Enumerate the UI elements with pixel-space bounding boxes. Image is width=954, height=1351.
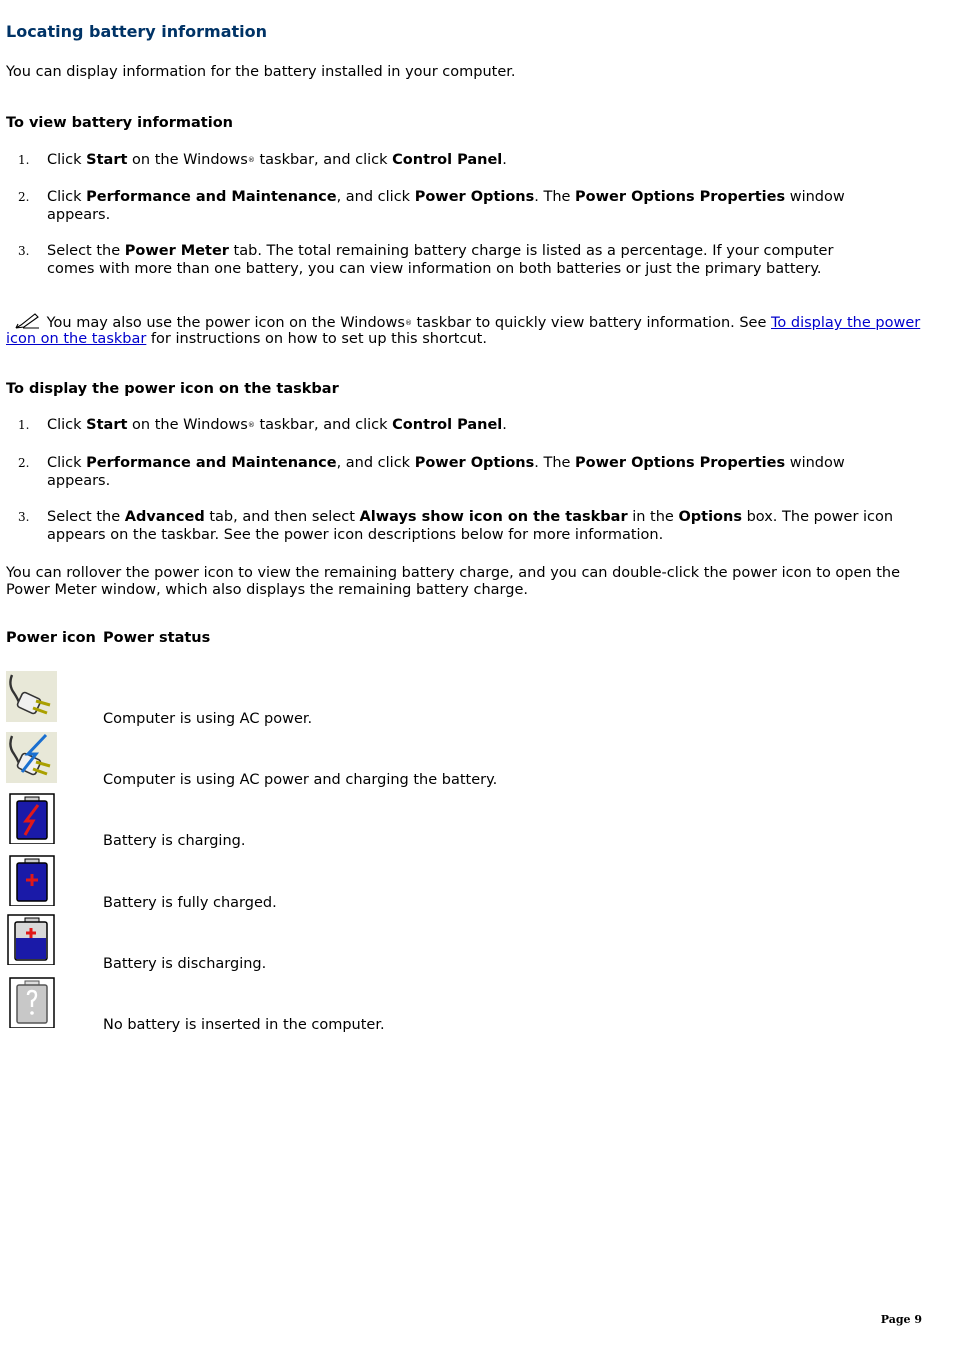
page-number: Page 9 — [880, 1313, 922, 1326]
battery-full-icon — [6, 855, 57, 906]
step-text: Click Performance and Maintenance, and click Power Options. The Power Options Properties window appears. — [47, 189, 845, 223]
step-text: Click Start on the Windows® taskbar, and click Control Panel. — [47, 152, 507, 168]
ac-plug-icon — [6, 671, 57, 722]
step-number: 1. — [18, 153, 30, 167]
step-text: Select the Advanced tab, and then select Always show icon on the taskbar in the Options box. The power icon appears on the taskbar. See the power icon descriptions below for more information. — [47, 509, 894, 543]
status-text: Battery is discharging. — [103, 956, 267, 972]
intro-paragraph: You can display information for the battery installed in your computer. — [6, 64, 516, 80]
status-text: Battery is charging. — [103, 833, 246, 849]
column-header-power-status: Power status — [103, 630, 211, 646]
step-number: 2. — [18, 456, 30, 470]
status-text: Battery is fully charged. — [103, 895, 277, 911]
column-header-power-icon: Power icon — [6, 630, 96, 646]
status-text: No battery is inserted in the computer. — [103, 1017, 385, 1033]
step-text: Select the Power Meter tab. The total remaining battery charge is listed as a percentage. If your computer comes with more than one battery, you can view information on both batteries or just the primary battery. — [47, 243, 834, 277]
pen-note-icon — [14, 312, 42, 330]
display-power-icon-link[interactable]: To display the power icon on the taskbar — [6, 315, 921, 347]
step-text: Click Performance and Maintenance, and click Power Options. The Power Options Properties window appears. — [47, 455, 845, 489]
status-text: Computer is using AC power. — [103, 711, 313, 727]
rollover-paragraph: You can rollover the power icon to view the remaining battery charge, and you can double-click the power icon to open the Power Meter window, which also displays the remaining battery charge. — [6, 565, 901, 598]
step-number: 2. — [18, 190, 30, 204]
battery-charging-icon — [6, 793, 57, 844]
ac-plug-charging-icon — [6, 732, 57, 783]
no-battery-icon — [6, 977, 57, 1028]
page-title: Locating battery information — [6, 22, 268, 41]
note-paragraph: You may also use the power icon on the Windows® taskbar to quickly view battery information. See To display the power icon on the taskbar for instructions on how to set up this shortcut. — [6, 312, 936, 347]
step-text: Click Start on the Windows® taskbar, and click Control Panel. — [47, 417, 507, 433]
section-heading-view-battery: To view battery information — [6, 115, 233, 131]
step-number: 3. — [18, 244, 30, 258]
battery-discharging-icon — [6, 914, 57, 965]
section-heading-display-power-icon: To display the power icon on the taskbar — [6, 381, 339, 397]
step-number: 3. — [18, 510, 30, 524]
step-number: 1. — [18, 418, 30, 432]
status-text: Computer is using AC power and charging the battery. — [103, 772, 498, 788]
